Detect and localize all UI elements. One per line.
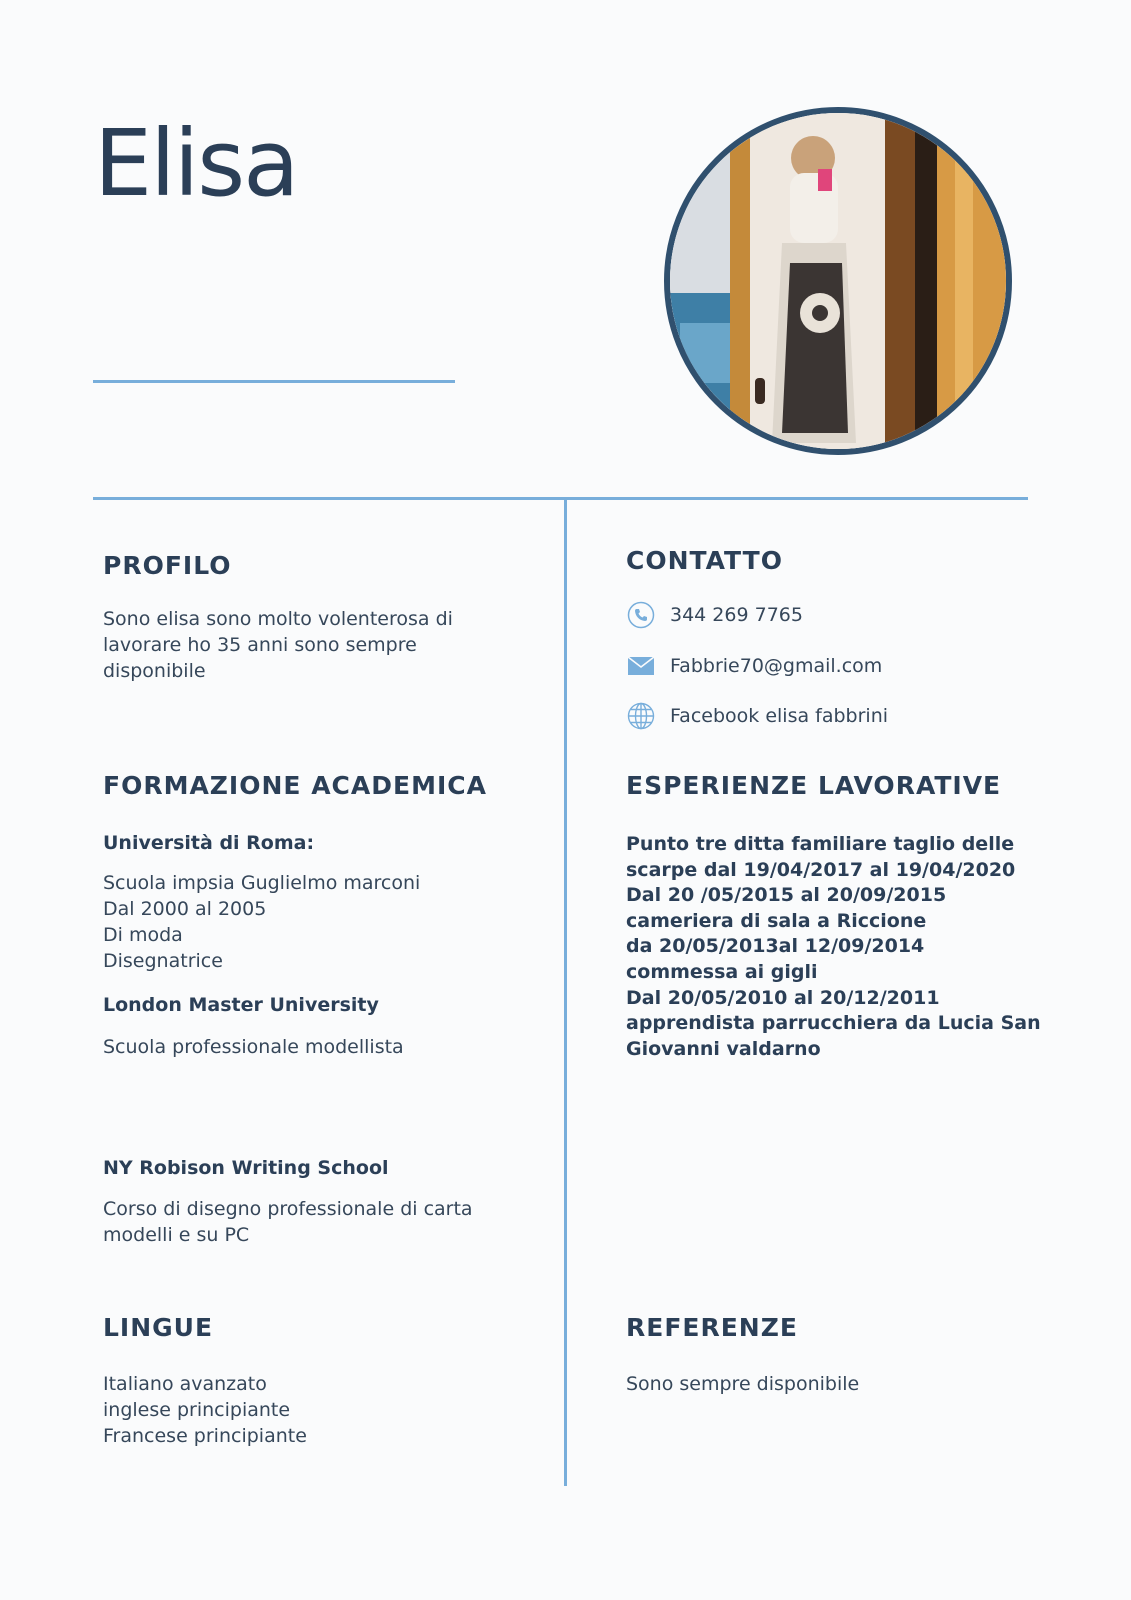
languages-heading: LINGUE (103, 1313, 214, 1342)
experience-line: cameriera di sala a Riccione (626, 909, 927, 932)
education-school-1: Università di Roma: (103, 832, 315, 854)
education-school-2: London Master University (103, 994, 379, 1016)
top-divider (93, 497, 1028, 500)
contact-email-row (626, 650, 882, 682)
phone-icon (626, 600, 656, 630)
email-text[interactable]: Fabbrie70@gmail.com (670, 655, 883, 677)
languages-text: Italiano avanzato inglese principiante Francese principiante (103, 1373, 307, 1447)
experience-line: commessa ai gigli (626, 960, 818, 983)
envelope-icon (626, 651, 656, 681)
column-divider (564, 500, 567, 1486)
education-heading: FORMAZIONE ACADEMICA (103, 771, 487, 800)
contact-phone-row (626, 599, 803, 631)
experience-line: scarpe dal 19/04/2017 al 19/04/2020 (626, 858, 1016, 881)
experience-line: apprendista parrucchiera da Lucia San (626, 1012, 1041, 1035)
globe-icon (626, 701, 656, 731)
references-text: Sono sempre disponibile (626, 1373, 860, 1395)
experience-heading: ESPERIENZE LAVORATIVE (626, 771, 1002, 800)
experience-line: Dal 20 /05/2015 al 20/09/2015 (626, 884, 947, 907)
references-heading: REFERENZE (626, 1313, 798, 1342)
education-school-3: NY Robison Writing School (103, 1157, 389, 1179)
education-detail-2: Scuola professionale modellista (103, 1036, 404, 1058)
contact-heading: CONTATTO (626, 546, 783, 575)
experience-line: Dal 20/05/2010 al 20/12/2011 (626, 986, 940, 1009)
name-divider (93, 380, 455, 383)
profile-text: Sono elisa sono molto volenterosa di lavorare ho 35 anni sono sempre disponibile (103, 608, 453, 682)
profile-heading: PROFILO (103, 551, 232, 580)
name-title: Elisa (94, 110, 298, 217)
profile-photo (664, 107, 1012, 455)
experience-line: Giovanni valdarno (626, 1037, 821, 1060)
web-text[interactable]: Facebook elisa fabbrini (670, 705, 889, 727)
experience-line: da 20/05/2013al 12/09/2014 (626, 935, 925, 958)
education-detail-3: Corso di disegno professionale di carta modelli e su PC (103, 1198, 473, 1246)
contact-web-row (626, 700, 888, 732)
education-detail-1: Scuola impsia Guglielmo marconi Dal 2000 al 2005 Di moda Disegnatrice (103, 872, 421, 972)
experience-line: Punto tre ditta familiare taglio delle (626, 833, 1015, 855)
experience-text (626, 832, 1041, 1062)
phone-text[interactable]: 344 269 7765 (670, 604, 803, 626)
